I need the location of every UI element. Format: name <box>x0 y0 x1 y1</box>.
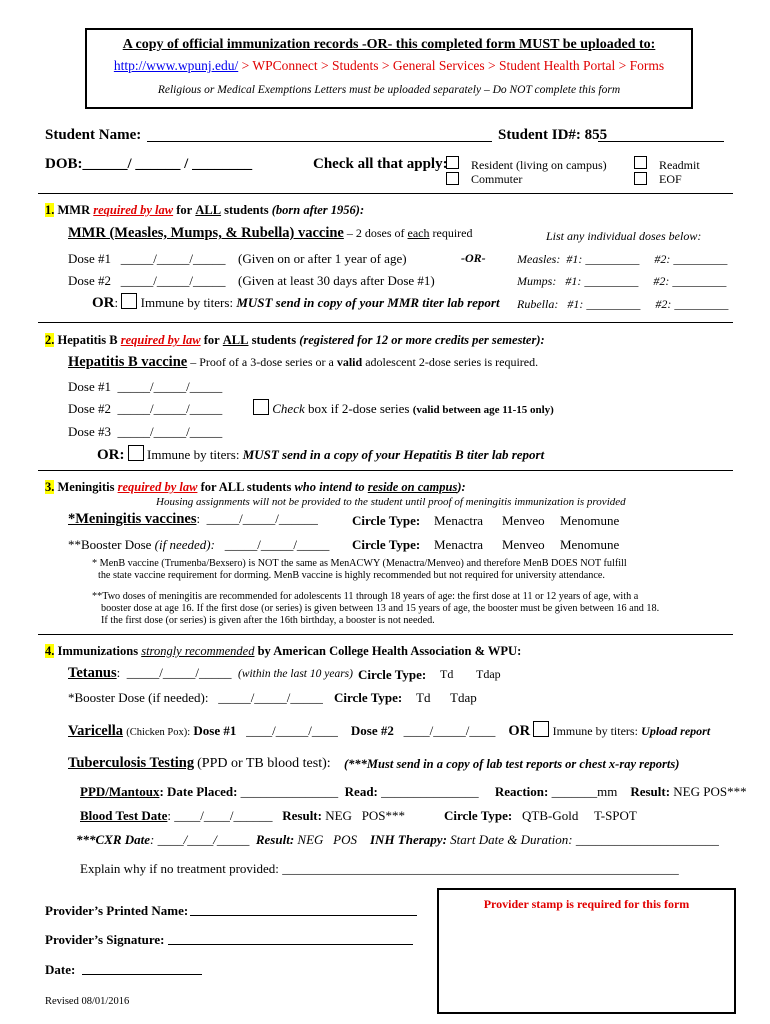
provider-signature-label: Provider’s Signature: <box>45 932 165 947</box>
section-4-heading: 4. Immunizations strongly recommended by American College Health Association & WPU: <box>45 644 522 658</box>
two-dose-check-line: Check box if 2-dose series (valid between age 11-15 only) <box>253 399 554 417</box>
student-id-field[interactable] <box>598 141 724 142</box>
resident-label: Resident (living on campus) <box>471 158 607 172</box>
list-doses-title: List any individual doses below: <box>546 229 702 243</box>
varicella-line[interactable]: Varicella (Chicken Pox): Dose #1 ____/_____/____ Dose #2 ____/_____/____ OR Immune by titers: Upload report <box>68 723 711 739</box>
student-name-field[interactable] <box>147 141 492 142</box>
section-2-heading: 2. Hepatitis B required by law for ALL students (registered for 12 or more credits per semester): <box>45 333 545 347</box>
booster-note-2: booster dose at age 16. If the first dose (or series) is given between 13 and 15 years of age, the booster must be given between 16 and 18. <box>101 603 660 614</box>
mumps-line[interactable]: Mumps: #1: _________ #2: _________ <box>517 274 727 288</box>
mmr-dose-2-note: (Given at least 30 days after Dose #1) <box>238 273 435 288</box>
provider-name-label: Provider’s Printed Name: <box>45 903 189 918</box>
meningitis-vaccines-line[interactable]: *Meningitis vaccines: _____/_____/______ <box>68 511 318 527</box>
divider-1 <box>38 193 733 194</box>
hepb-dose-2[interactable]: Dose #2 _____/_____/_____ <box>68 401 223 416</box>
hepb-titer-checkbox[interactable] <box>128 445 144 461</box>
blood-circle[interactable]: Circle Type: QTB-Gold T-SPOT <box>444 808 637 823</box>
portal-path: > WPConnect > Students > General Services > Student Health Portal > Forms <box>241 58 665 73</box>
header-title: A copy of official immunization records -OR- this completed form MUST be uploaded to: <box>122 37 656 52</box>
wpunj-link[interactable]: http://www.wpunj.edu/ <box>113 58 239 73</box>
eof-label: EOF <box>659 172 682 186</box>
divider-4 <box>38 634 733 635</box>
provider-name-field[interactable] <box>190 915 417 916</box>
menb-note-2: the state vaccine requirement for dorming. MenB vaccine is highly recommended but not required for university attendance. <box>98 570 605 581</box>
tetanus-booster-line[interactable]: *Booster Dose (if needed): _____/_____/_____ <box>68 690 323 705</box>
blood-test-line[interactable]: Blood Test Date: ____/____/______ Result: NEG POS*** <box>80 808 406 823</box>
cxr-line[interactable]: ***CXR Date: ____/____/_____ Result: NEG POS INH Therapy: Start Date & Duration: ______________________ <box>76 832 719 847</box>
resident-checkbox[interactable] <box>446 156 459 169</box>
booster-note-3: If the first dose (or series) is given after the 16th birthday, a booster is not needed. <box>101 615 435 626</box>
tb-heading: Tuberculosis Testing (PPD or TB blood test): <box>68 755 331 771</box>
hepb-dose-3[interactable]: Dose #3 _____/_____/_____ <box>68 424 223 439</box>
tetanus-booster-circle[interactable]: Circle Type: Td Tdap <box>334 690 477 705</box>
hepb-dose-1[interactable]: Dose #1 _____/_____/_____ <box>68 379 223 394</box>
housing-note: Housing assignments will not be provided to the student until proof of meningitis immunization is provided <box>156 496 626 508</box>
mmr-vaccine-line: MMR (Measles, Mumps, & Rubella) vaccine – 2 doses of each required <box>68 225 473 241</box>
provider-stamp-label: Provider stamp is required for this form <box>483 897 690 911</box>
measles-line[interactable]: Measles: #1: _________ #2: _________ <box>517 252 728 266</box>
readmit-checkbox[interactable] <box>634 156 647 169</box>
booster-note-1: **Two doses of meningitis are recommended for adolescents 11 through 18 years of age: the first dose at 11 or 12 years of age, with a <box>92 591 639 602</box>
section-1-heading: 1. MMR required by law for ALL students (born after 1956): <box>45 203 365 217</box>
rubella-line[interactable]: Rubella: #1: _________ #2: _________ <box>517 297 729 311</box>
hepb-vaccine-line: Hepatitis B vaccine – Proof of a 3-dose series or a valid adolescent 2-dose series is required. <box>68 354 539 370</box>
mmr-dose-1[interactable]: Dose #1 _____/_____/_____ <box>68 251 226 266</box>
student-id-label: Student ID#: 855 <box>498 127 608 143</box>
header-link-line <box>85 58 693 74</box>
meningitis-circle-1[interactable]: Circle Type: Menactra Menveo Menomune <box>352 513 620 528</box>
explain-line[interactable]: Explain why if no treatment provided: _____________________________________________________________ <box>80 861 679 876</box>
revised-date: Revised 08/01/2016 <box>45 996 130 1007</box>
mmr-dose-2[interactable]: Dose #2 _____/_____/_____ <box>68 273 226 288</box>
menb-note-1: * MenB vaccine (Trumenba/Bexsero) is NOT the same as MenACWY (Menactra/Menveo) and therefore MenB DOES NOT fulfill <box>92 558 627 569</box>
mmr-titer-checkbox[interactable] <box>121 293 137 309</box>
meningitis-booster-line[interactable]: **Booster Dose (if needed): _____/_____/_____ <box>68 537 330 552</box>
ppd-line[interactable]: PPD/Mantoux: Date Placed: _______________ Read: _______________ Reaction: _______mm Result: NEG POS*** <box>80 784 747 799</box>
hepb-immune-line: OR: Immune by titers: MUST send in a copy of your Hepatitis B titer lab report <box>97 447 545 463</box>
two-dose-checkbox[interactable] <box>253 399 269 415</box>
commuter-label: Commuter <box>471 172 523 186</box>
tetanus-circle[interactable]: Circle Type: Td Tdap <box>358 667 501 682</box>
mmr-dose-1-note: (Given on or after 1 year of age) <box>238 251 407 266</box>
tetanus-line[interactable]: Tetanus: _____/_____/_____ (within the last 10 years) <box>68 665 353 681</box>
tb-note: (***Must send in a copy of lab test reports or chest x-ray reports) <box>344 757 680 771</box>
eof-checkbox[interactable] <box>634 172 647 185</box>
varicella-titer-checkbox[interactable] <box>533 721 549 737</box>
student-name-label: Student Name: <box>45 127 142 143</box>
header-note: Religious or Medical Exemptions Letters must be uploaded separately – Do NOT complete this form <box>157 84 621 96</box>
divider-2 <box>38 322 733 323</box>
readmit-label: Readmit <box>659 158 700 172</box>
provider-date-label: Date: <box>45 962 76 977</box>
mmr-immune-line: OR: Immune by titers: MUST send in copy of your MMR titer lab report <box>92 295 500 311</box>
commuter-checkbox[interactable] <box>446 172 459 185</box>
provider-signature-field[interactable] <box>168 944 413 945</box>
or-mid: -OR- <box>461 251 486 265</box>
dob-label[interactable]: DOB:______/ ______ / ________ <box>45 156 253 172</box>
section-3-heading: 3. Meningitis required by law for ALL students who intend to reside on campus): <box>45 480 466 494</box>
provider-date-field[interactable] <box>82 974 202 975</box>
meningitis-circle-2[interactable]: Circle Type: Menactra Menveo Menomune <box>352 537 620 552</box>
check-all-label: Check all that apply: <box>313 156 448 172</box>
divider-3 <box>38 470 733 471</box>
